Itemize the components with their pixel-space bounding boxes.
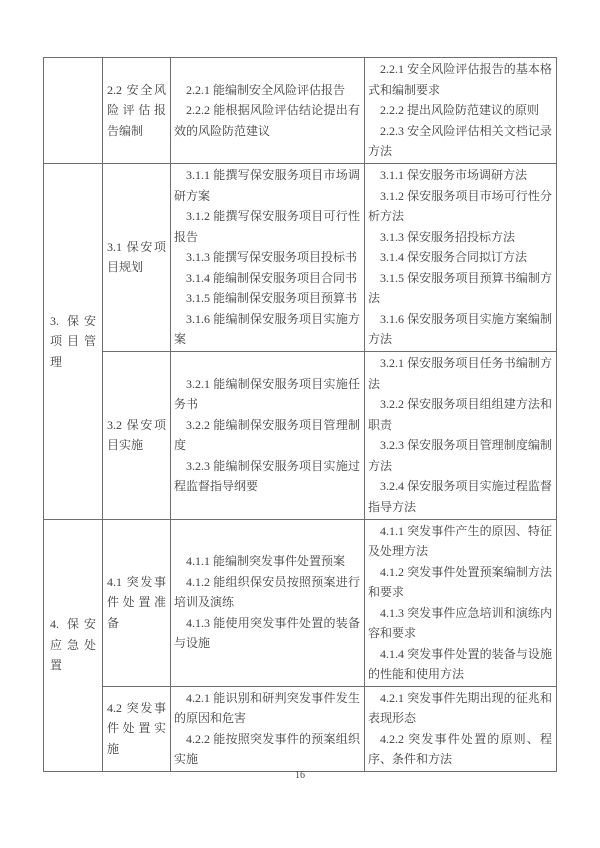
table-row — [44, 519, 557, 686]
knowledge-cell — [365, 164, 557, 352]
knowledge-cell — [365, 351, 557, 519]
knowledge-item: 3.1.3 保安服务招投标方法 — [380, 229, 516, 244]
skill-item: 3.1.2 能撰写保安服务项目可行性报告 — [174, 209, 360, 244]
knowledge-item: 3.1.2 保安服务项目市场可行性分析方法 — [368, 188, 552, 223]
skill-item: 4.2.1 能识别和研判突发事件发生的原因和危害 — [174, 690, 360, 725]
skills-cell — [171, 519, 365, 686]
knowledge-item: 4.2.2 突发事件处置的原则、程序、条件和方法 — [368, 731, 552, 766]
knowledge-item: 3.1.1 保安服务市场调研方法 — [380, 168, 528, 182]
knowledge-item: 4.1.4 突发事件处置的装备与设施的性能和使用方法 — [368, 646, 552, 681]
skill-item: 2.2.2 能根据风险评估结论提出有效的风险防范建议 — [174, 103, 360, 138]
knowledge-item: 4.2.1 突发事件先期出现的征兆和表现形态 — [368, 690, 552, 725]
knowledge-item: 3.1.5 保安服务项目预算书编制方法 — [368, 270, 552, 305]
skill-item: 3.1.4 能编制保安服务项目合同书 — [186, 270, 358, 285]
knowledge-item: 4.1.2 突发事件处置预案编制方法和要求 — [368, 564, 552, 599]
skill-item: 4.1.1 能编制突发事件处置预案 — [186, 554, 346, 569]
page-number: 16 — [295, 770, 305, 781]
table-row — [44, 58, 557, 164]
knowledge-item: 2.2.2 提出风险防范建议的原则 — [380, 103, 540, 118]
table-row — [44, 351, 557, 519]
skills-cell — [171, 351, 365, 519]
knowledge-cell — [365, 58, 557, 164]
knowledge-item: 4.1.3 突发事件应急培训和演练内容和要求 — [368, 605, 552, 640]
table-row — [44, 164, 557, 352]
knowledge-item: 3.2.3 保安服务项目管理制度编制方法 — [368, 438, 552, 473]
section-cell-empty — [44, 58, 103, 164]
skill-item: 2.2.1 能编制安全风险评估报告 — [186, 82, 346, 97]
knowledge-item: 3.1.6 保安服务项目实施方案编制方法 — [368, 311, 552, 346]
subsection-cell: 3.2 保安项目实施 — [103, 351, 171, 519]
skill-item: 3.1.6 能编制保安服务项目实施方案 — [174, 311, 360, 346]
skill-item: 3.1.3 能撰写保安服务项目投标书 — [186, 250, 358, 264]
knowledge-cell — [365, 519, 557, 686]
knowledge-item: 2.2.3 安全风险评估相关文档记录方法 — [368, 123, 552, 159]
skills-cell — [171, 686, 365, 771]
section-cell-3: 3. 保安项目管理 — [44, 164, 103, 520]
section-cell-4: 4. 保安应急处置 — [44, 519, 103, 771]
skills-cell — [171, 58, 365, 164]
knowledge-item: 3.2.2 保安服务项目组组建方法和职责 — [368, 397, 552, 432]
table-row — [44, 686, 557, 771]
subsection-cell: 4.1 突发事件处置准备 — [103, 519, 171, 686]
knowledge-item: 3.2.4 保安服务项目实施过程监督指导方法 — [368, 479, 552, 514]
knowledge-item: 3.2.1 保安服务项目任务书编制方法 — [368, 356, 552, 391]
subsection-cell: 4.2 突发事件处置实施 — [103, 686, 171, 771]
skill-item: 3.2.3 能编制保安服务项目实施过程监督指导纲要 — [174, 458, 360, 493]
knowledge-item: 3.1.4 保安服务合同拟订方法 — [380, 250, 528, 264]
subsection-cell: 3.1 保安项目规划 — [103, 164, 171, 352]
knowledge-cell — [365, 686, 557, 771]
skill-item: 3.1.5 能编制保安服务项目预算书 — [186, 291, 358, 305]
skill-item: 4.2.2 能按照突发事件的预案组织实施 — [174, 731, 360, 766]
occupation-standard-table — [43, 57, 557, 772]
knowledge-item: 4.1.1 突发事件产生的原因、特征及处理方法 — [368, 523, 552, 558]
skill-item: 3.2.1 能编制保安服务项目实施任务书 — [174, 376, 360, 411]
skill-item: 4.1.2 能组织保安员按照预案进行培训及演练 — [174, 574, 360, 610]
subsection-cell: 2.2 安全风险评估报告编制 — [103, 58, 171, 164]
skill-item: 4.1.3 能使用突发事件处置的装备与设施 — [174, 615, 360, 651]
skills-cell — [171, 164, 365, 352]
knowledge-item: 2.2.1 安全风险评估报告的基本格式和编制要求 — [368, 62, 552, 97]
skill-item: 3.1.1 能撰写保安服务项目市场调研方案 — [174, 168, 360, 203]
skill-item: 3.2.2 能编制保安服务项目管理制度 — [174, 417, 360, 452]
